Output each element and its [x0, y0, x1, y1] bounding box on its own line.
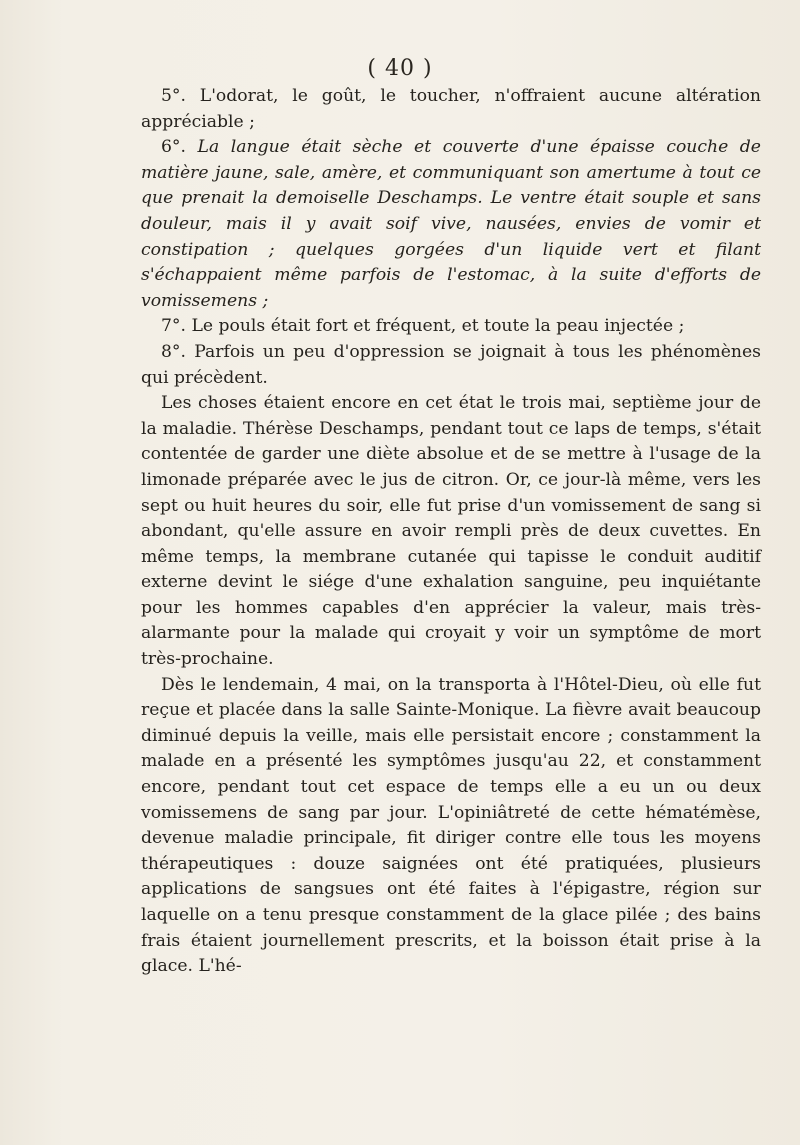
body-text [141, 84, 761, 980]
list-item-6 [141, 135, 761, 314]
paragraph-1: Les choses étaient encore en cet état le trois mai, septième jour de la maladie. Thérèse Deschamps, pendant tout ce laps de temps, s'était contentée de garder une diète absolue et de se mettre à l'usage de la limonade préparée avec le jus de citron. Or, ce jour-là même, vers les sept ou huit heures du soir, elle fut prise d'un vomissement de sang si abondant, qu'elle assure en avoir rempli près de deux cuvettes. En même temps, la membrane cutanée qui tapisse le conduit auditif externe devint le siége d'une exhalation sanguine, peu inquiétante pour les hommes capables d'en apprécier la valeur, mais très-alarmante pour la malade qui croyait y voir un symptôme de mort très-prochaine. [141, 393, 761, 670]
list-item-6-number: 6°. [161, 137, 198, 158]
list-item-8: 8°. Parfois un peu d'oppression se joignait à tous les phénomènes qui précèdent. [141, 341, 761, 388]
list-item-7: 7°. Le pouls était fort et fréquent, et toute la peau injectée ; [161, 316, 685, 337]
list-item-5: 5°. L'odorat, le goût, le toucher, n'offraient aucune altération appréciable ; [141, 86, 761, 132]
paragraph-2: Dès le lendemain, 4 mai, on la transporta à l'Hôtel-Dieu, où elle fut reçue et placée dans la salle Sainte-Monique. La fièvre avait beaucoup diminué depuis la veille, mais elle persistait encore ; constamment la malade en a présenté les symptômes jusqu'au 22, et constamment encore, pendant tout cet espace de temps elle a eu un ou deux vomissemens de sang par jour. L'opiniâtreté de cette hématémèse, devenue maladie principale, fit diriger contre elle tous les moyens thérapeutiques : douze saignées ont été pratiquées, plusieurs applications de sangsues ont été faites à l'épigastre, région sur laquelle on a tenu presque constamment de la glace pilée ; des bains frais étaient journellement prescrits, et la boisson était prise à la glace. L'hé- [141, 674, 761, 977]
page-number: ( 40 ) [367, 56, 433, 81]
list-item-6-text: La langue était sèche et couverte d'une épaisse couche de matière jaune, sale, amère, et communiquant son amertume à tout ce que prenait la demoiselle Deschamps. Le ventre était souple et sans douleur, mais il y avait soif vive, nausées, envies de vomir et constipation ; quelques gorgées d'un liquide vert et filant s'échappaient même parfois de l'estomac, à la suite d'efforts de vomissemens ; [141, 137, 761, 311]
